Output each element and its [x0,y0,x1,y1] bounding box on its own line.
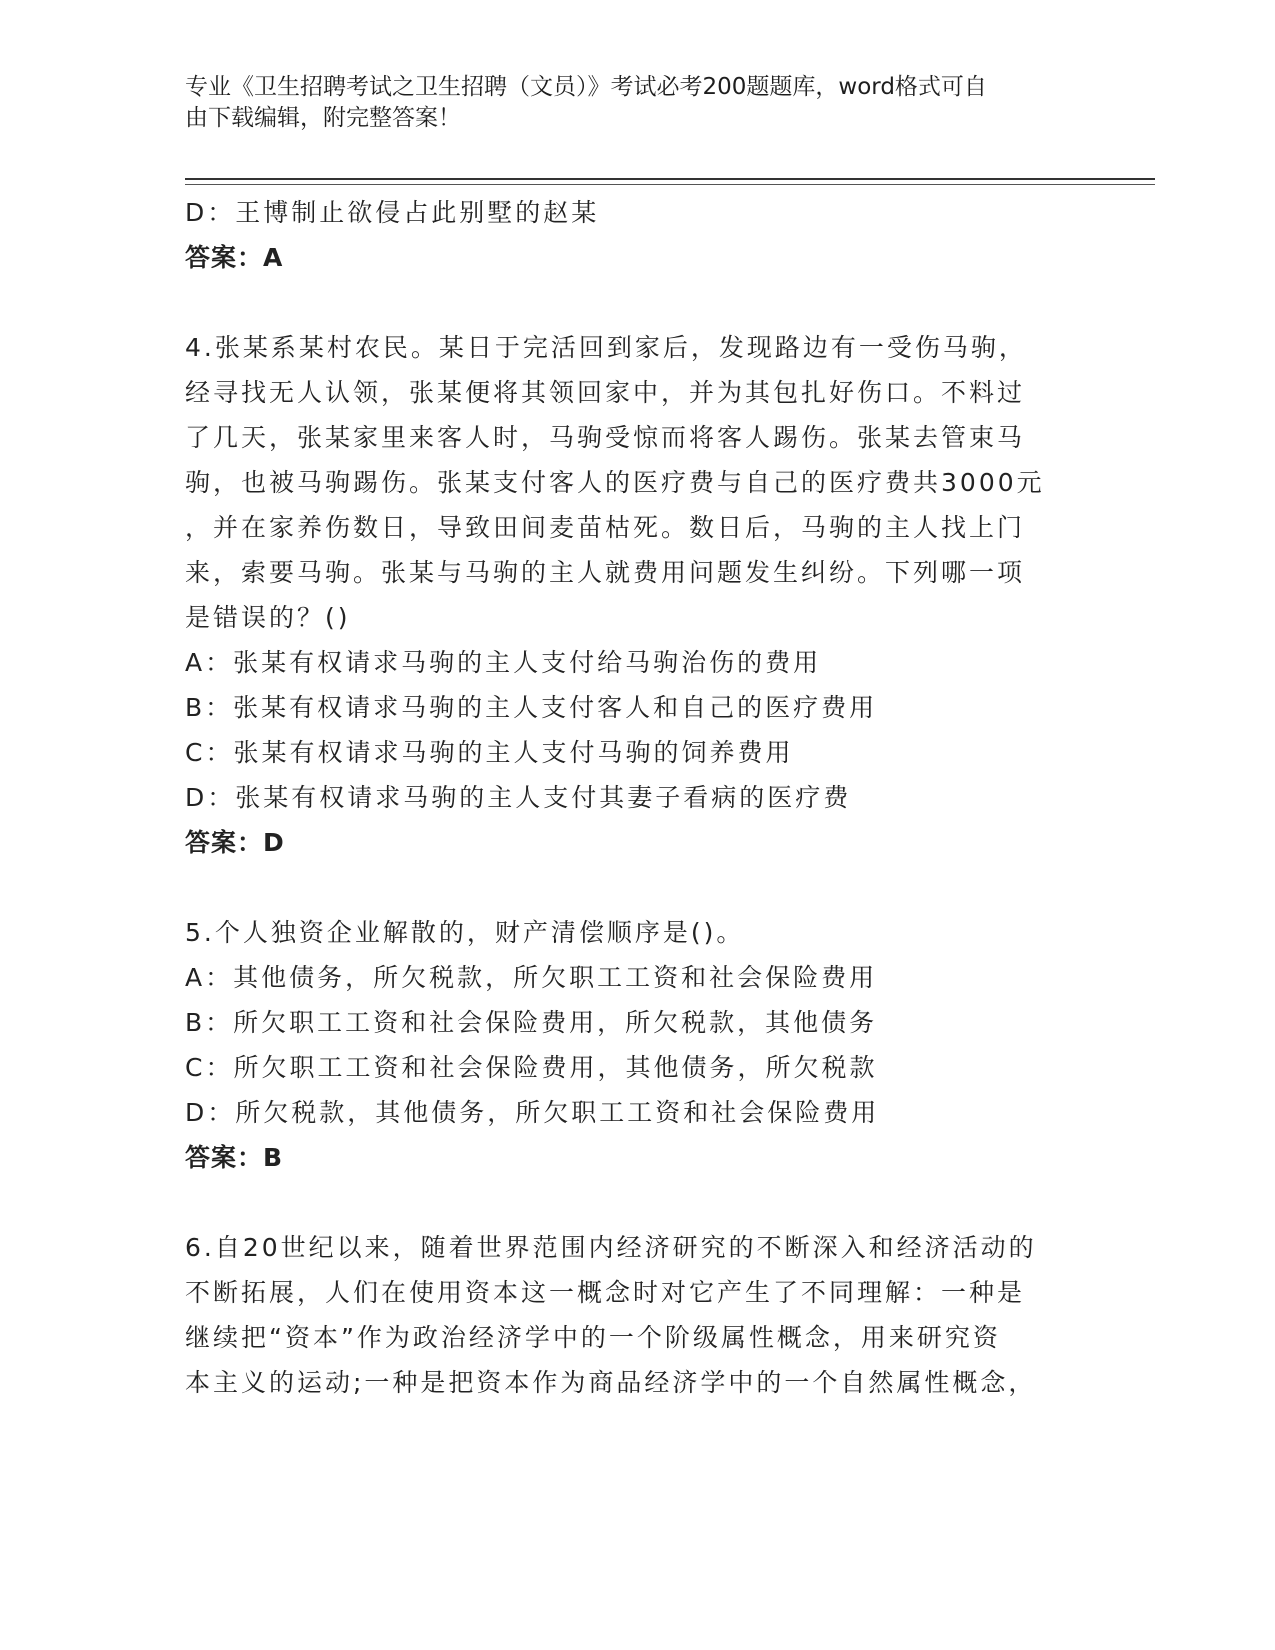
q5-option-c: C：所欠职工工资和社会保险费用，其他债务，所欠税款 [185,1053,878,1082]
document-body [185,190,1085,1405]
header-divider-thick [185,178,1155,180]
q3-option-d: D：王博制止欲侵占此别墅的赵某 [185,198,600,227]
q4-option-b: B：张某有权请求马驹的主人支付客人和自己的医疗费用 [185,693,878,722]
q6-stem-line: 不断拓展，人们在使用资本这一概念时对它产生了不同理解：一种是 [185,1278,1026,1307]
q4-option-c: C：张某有权请求马驹的主人支付马驹的饲养费用 [185,738,794,767]
q4-stem-line: 驹，也被马驹踢伤。张某支付客人的医疗费与自己的医疗费共3000元 [185,468,1045,497]
q4-stem-line: ，并在家养伤数日，导致田间麦苗枯死。数日后，马驹的主人找上门 [185,513,1026,542]
q6-stem-line: 继续把“资本”作为政治经济学中的一个阶级属性概念，用来研究资 [185,1323,1001,1352]
question-6 [185,1225,1085,1405]
q5-answer: 答案：B [185,1143,284,1172]
q4-stem-line: 了几天，张某家里来客人时，马驹受惊而将客人踢伤。张某去管束马 [185,423,1026,452]
q6-stem-line: 6.自20世纪以来，随着世界范围内经济研究的不断深入和经济活动的 [185,1233,1037,1262]
q4-answer: 答案：D [185,828,285,857]
spacer [185,865,1085,910]
q5-option-a: A：其他债务，所欠税款，所欠职工工资和社会保险费用 [185,963,878,992]
question-5 [185,910,1085,1180]
q4-stem-line: 是错误的？() [185,603,351,632]
document-header [185,72,1065,134]
q6-stem-line: 本主义的运动;一种是把资本作为商品经济学中的一个自然属性概念， [185,1368,1037,1397]
spacer [185,1180,1085,1225]
q4-stem-line: 来，索要马驹。张某与马驹的主人就费用问题发生纠纷。下列哪一项 [185,558,1026,587]
q4-option-d: D：张某有权请求马驹的主人支付其妻子看病的医疗费 [185,783,852,812]
header-divider-thin [185,184,1155,185]
q5-option-b: B：所欠职工工资和社会保险费用，所欠税款，其他债务 [185,1008,878,1037]
spacer [185,280,1085,325]
header-line-1: 专业《卫生招聘考试之卫生招聘（文员）》考试必考200题题库，word格式可自 [185,74,987,100]
q5-option-d: D：所欠税款，其他债务，所欠职工工资和社会保险费用 [185,1098,880,1127]
q3-answer: 答案：A [185,243,284,272]
header-line-2: 由下载编辑，附完整答案！ [185,105,461,131]
q5-stem: 5.个人独资企业解散的，财产清偿顺序是()。 [185,918,745,947]
q4-stem-line: 经寻找无人认领，张某便将其领回家中，并为其包扎好伤口。不料过 [185,378,1026,407]
question-4 [185,325,1085,865]
question-3-tail [185,190,1085,280]
q4-option-a: A：张某有权请求马驹的主人支付给马驹治伤的费用 [185,648,822,677]
q4-stem-line: 4.张某系某村农民。某日于完活回到家后，发现路边有一受伤马驹， [185,333,1027,362]
